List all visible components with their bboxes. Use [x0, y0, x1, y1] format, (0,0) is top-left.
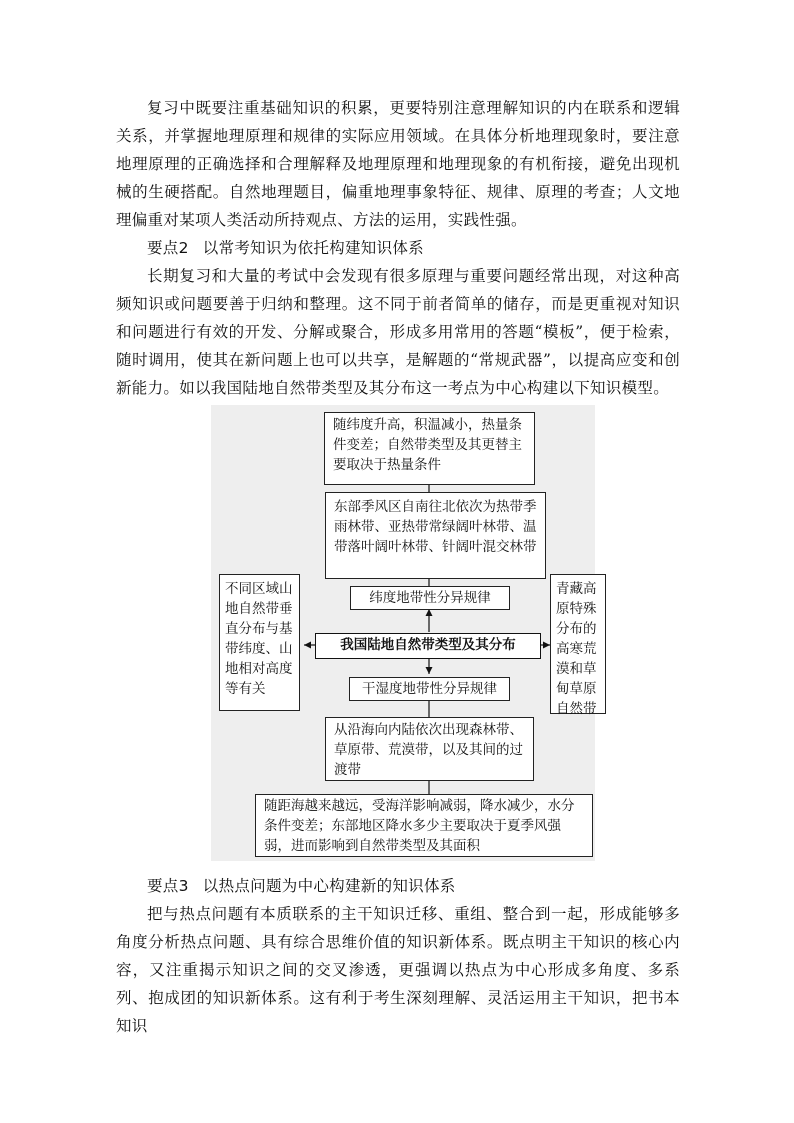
- point2-number: 2: [178, 239, 189, 257]
- point2-paragraph: 长期复习和大量的考试中会发现有很多原理与重要问题经常出现，对这种高频知识或问题要善于归纳和整理。这不同于前者简单的储存，而是更重视对知识和问题进行有效的开发、分解或聚合，形成多用常用的答题“模板”，便于检索，随时调用，使其在新问题上也可以共享，是解题的“常规武器”，以提高应变和创新能力。如以我国陆地自然带类型及其分布这一考点为中心构建以下知识模型。: [116, 267, 680, 397]
- moisture-label: 干湿度地带性分异规律: [349, 677, 510, 701]
- bottom-box: 随距海越来越远，受海洋影响减弱，降水减少，水分条件变差；东部地区降水多少主要取决于夏季风强弱，进而影响到自然带类型及其面积: [255, 794, 593, 857]
- point2-label: 要点: [147, 239, 179, 257]
- point3-paragraph: 把与热点问题有本质联系的主干知识迁移、重组、整合到一起，形成能够多角度分析热点问题、具有综合思维价值的知识新体系。既点明主干知识的核心内容，又注重揭示知识之间的交叉渗透，更强调以热点为中心形成多角度、多系列、抱成团的知识新体系。这有利于考生深刻理解、灵活运用主干知识，把书本知识: [116, 905, 680, 1035]
- upper-box: 东部季风区自南往北依次为热带季雨林带、亚热带常绿阔叶林带、温带落叶阔叶林带、针阔叶混交林带: [325, 492, 546, 579]
- point3-heading: [147, 874, 456, 898]
- knowledge-model-diagram: [211, 405, 595, 861]
- point3-number: 3: [178, 877, 189, 895]
- lower-box: 从沿海向内陆依次出现森林带、草原带、荒漠带，以及其间的过渡带: [325, 717, 534, 781]
- left-box: 不同区域山地自然带垂直分布与基带纬度、山地相对高度等有关: [219, 574, 300, 711]
- intro-paragraph: 复习中既要注重基础知识的积累，更要特别注意理解知识的内在联系和逻辑关系，并掌握地理原理和规律的实际应用领域。在具体分析地理现象时，要注意地理原理的正确选择和合理解释及地理原理和地理现象的有机衔接，避免出现机械的生硬搭配。自然地理题目，偏重地理事象特征、规律、原理的考查；人文地理偏重对某项人类活动所持观点、方法的运用，实践性强。: [116, 99, 680, 229]
- right-box: 青藏高原特殊分布的高寒荒漠和草甸草原自然带: [550, 574, 606, 714]
- point2-title: 以常考知识为依托构建知识体系: [202, 239, 424, 257]
- center-box: 我国陆地自然带类型及其分布: [315, 633, 541, 659]
- point3-title: 以热点问题为中心构建新的知识体系: [202, 877, 456, 895]
- latitude-label: 纬度地带性分异规律: [350, 586, 510, 610]
- top-box: 随纬度升高，积温减小，热量条件变差；自然带类型及其更替主要取决于热量条件: [324, 412, 535, 485]
- point3-label: 要点: [147, 877, 179, 895]
- point2-heading: [147, 236, 424, 260]
